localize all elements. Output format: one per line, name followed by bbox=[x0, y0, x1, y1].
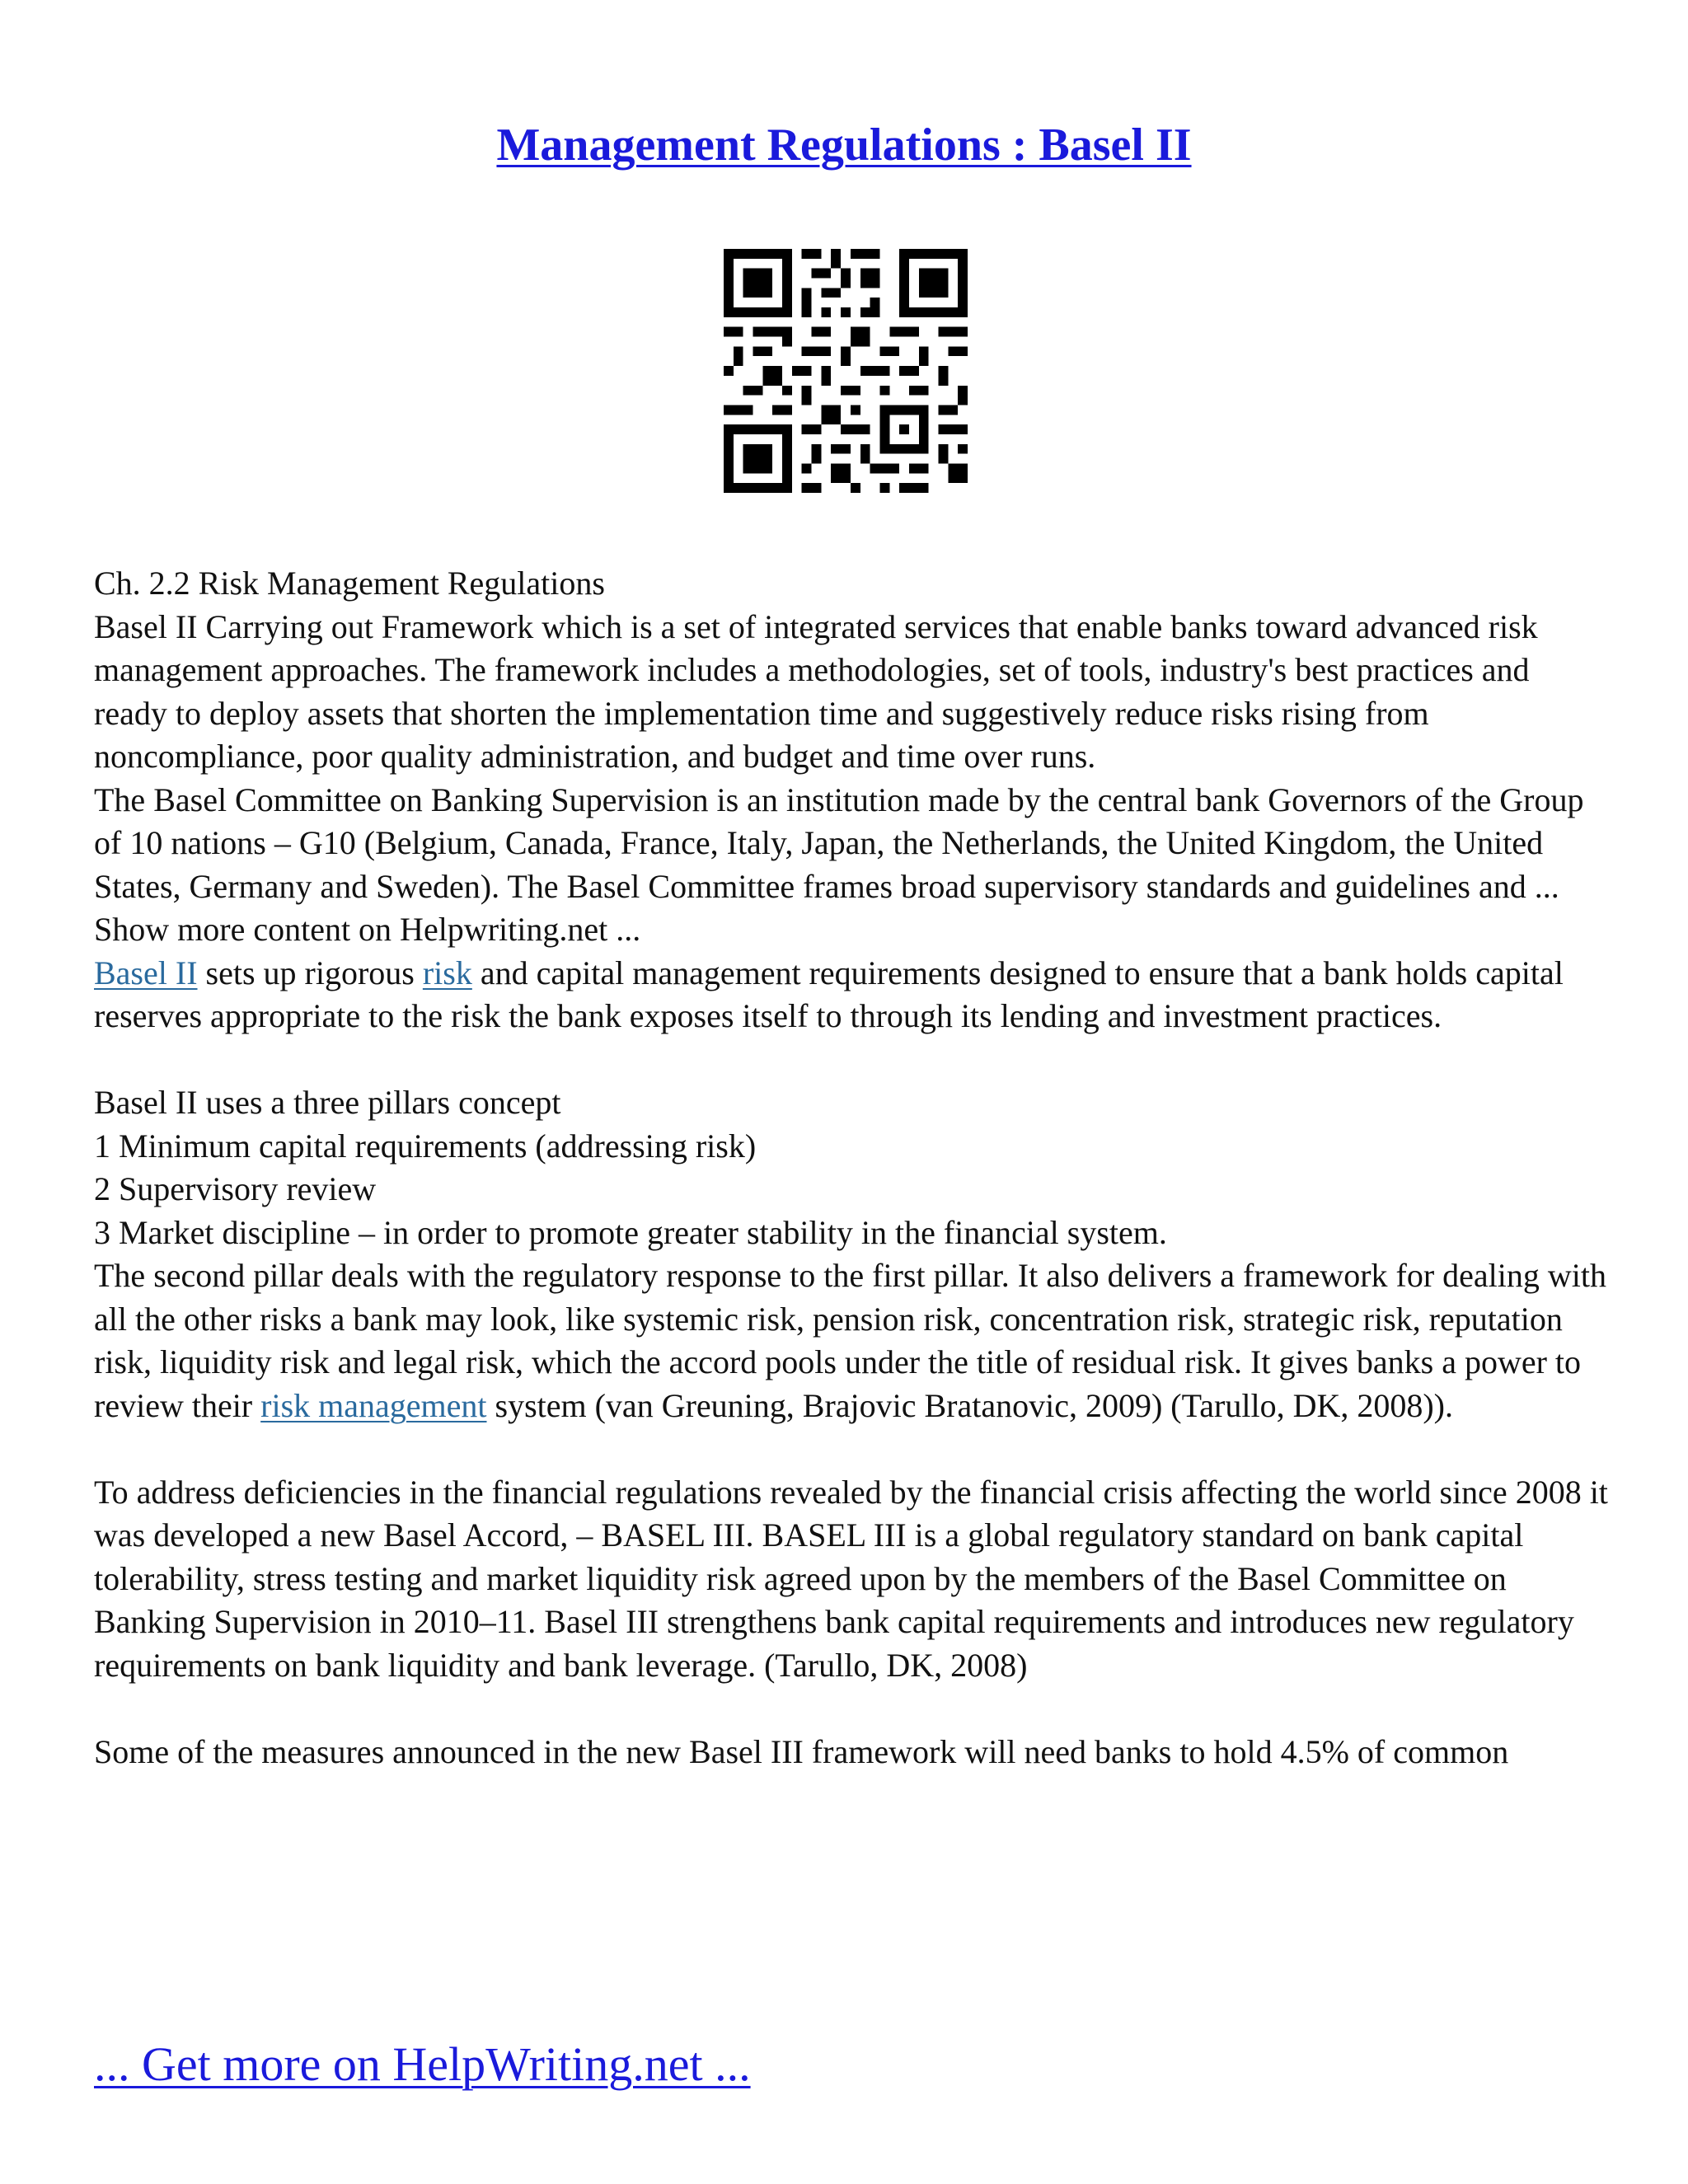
page-title bbox=[0, 114, 1688, 176]
paragraph-text: and capital management requirements designed to ensure that a bank holds capital reserves appropriate to the risk the bank exposes itself to through its lending and investment practices. bbox=[94, 954, 1564, 1034]
pillars-intro: Basel II uses a three pillars concept bbox=[94, 1084, 561, 1121]
risk-link[interactable]: risk bbox=[422, 954, 472, 991]
paragraph-basel-iii: To address deficiencies in the financial regulations revealed by the financial crisis affecting the world since 2008 it was developed a new Basel Accord, – BASEL III. BASEL III is a global regulatory standard on bank capital tolerability, stress testing and market liquidity risk agreed upon by the members of the Basel Committee on Banking Supervision in 2010–11. Basel III strengthens bank capital requirements and introduces new regulatory requirements on bank liquidity and bank leverage. (Tarullo, DK, 2008) bbox=[94, 1473, 1608, 1684]
paragraph-measures: Some of the measures announced in the new Basel III framework will need banks to hold 4.5% of common bbox=[94, 1732, 1509, 1770]
paragraph-second-pillar bbox=[94, 1254, 1611, 1427]
risk-management-link[interactable]: risk management bbox=[260, 1386, 487, 1424]
paragraph-basel-ii bbox=[94, 952, 1611, 1038]
qr-code-icon bbox=[724, 249, 968, 493]
article-body bbox=[94, 562, 1611, 1774]
pillar-item: 2 Supervisory review bbox=[94, 1170, 377, 1207]
footer bbox=[94, 2036, 751, 2093]
paragraph-text: sets up rigorous bbox=[197, 954, 423, 991]
get-more-link[interactable]: ... Get more on HelpWriting.net ... bbox=[94, 2037, 751, 2091]
paragraph-text: system (van Greuning, Brajovic Bratanovic, 2009) (Tarullo, DK, 2008)). bbox=[486, 1386, 1453, 1424]
paragraph-committee: The Basel Committee on Banking Supervision is an institution made by the central bank Governors of the Group of 10 nations – G10 (Belgium, Canada, France, Italy, Japan, the Netherlands, the United Kingdom, the United States, Germany and Sweden). The Basel Committee frames broad supervisory standards and guidelines and ... Show more content on Helpwriting.net ... bbox=[94, 780, 1584, 948]
pillar-item: 3 Market discipline – in order to promote greater stability in the financial system. bbox=[94, 1213, 1167, 1251]
paragraph-text: The second pillar deals with the regulatory response to the first pillar. It also delivers a framework for dealing with all the other risks a bank may look, like systemic risk, pension risk, concentration risk, strategic risk, reputation risk, liquidity risk and legal risk, which the accord pools under the title of residual risk. It gives banks a power to review their bbox=[94, 1257, 1606, 1424]
paragraph-framework: Basel II Carrying out Framework which is a set of integrated services that enable banks toward advanced risk management approaches. The framework includes a methodologies, set of tools, industry's best practices and ready to deploy assets that shorten the implementation time and suggestively reduce risks rising from noncompliance, poor quality administration, and budget and time over runs. bbox=[94, 607, 1538, 775]
title-link[interactable]: Management Regulations : Basel II bbox=[496, 120, 1192, 171]
pillar-item: 1 Minimum capital requirements (addressing risk) bbox=[94, 1127, 757, 1165]
section-heading: Ch. 2.2 Risk Management Regulations bbox=[94, 565, 605, 602]
basel-ii-link[interactable]: Basel II bbox=[94, 954, 198, 991]
